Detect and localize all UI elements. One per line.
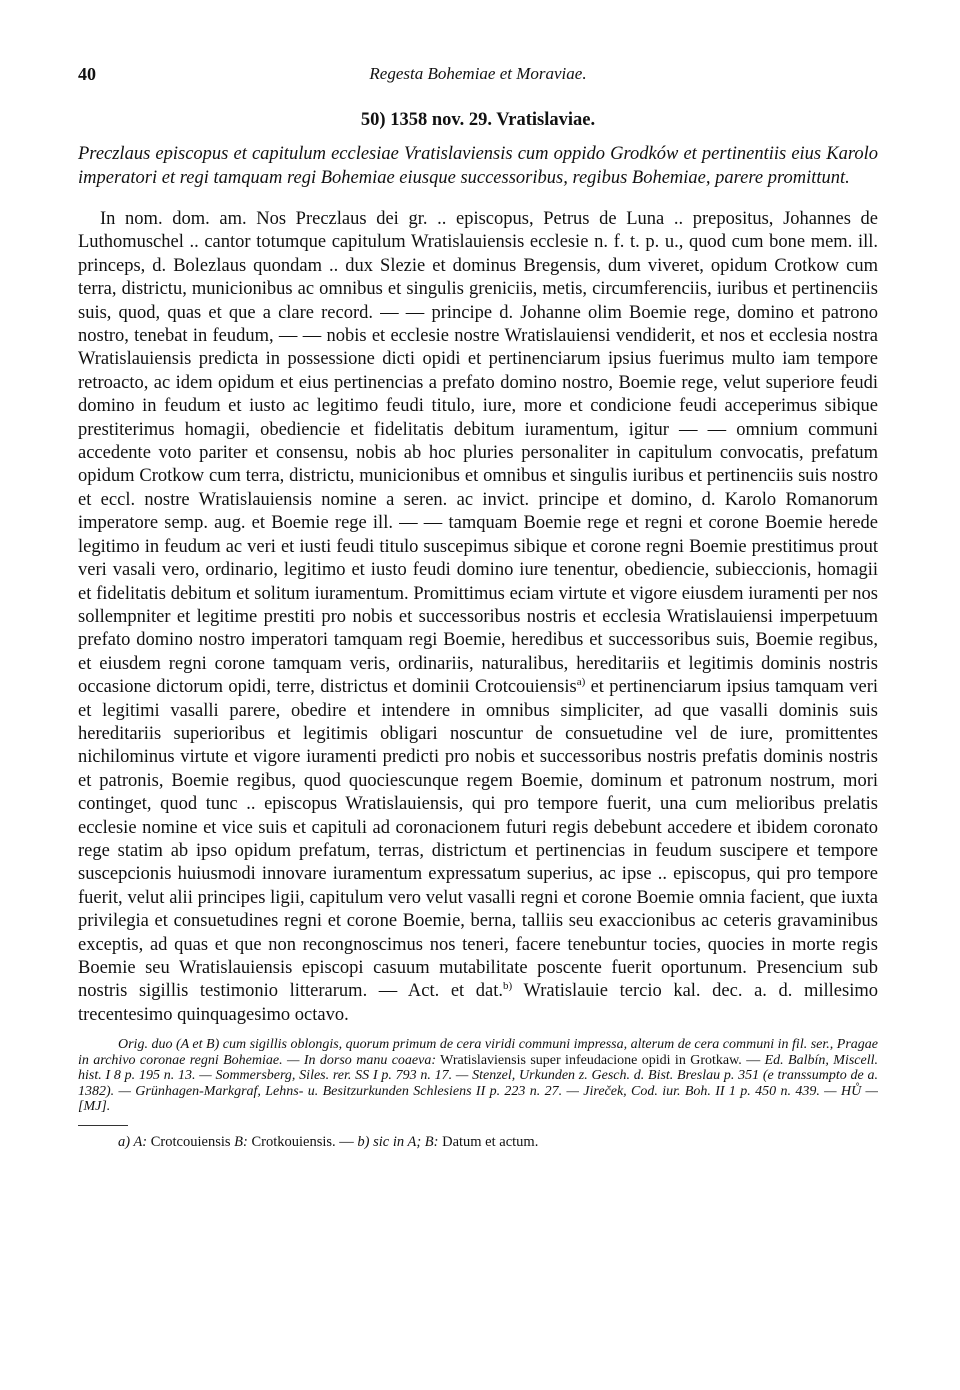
footnote-a-text2: Crotkouiensis. — (247, 1133, 358, 1150)
source-description: Orig. duo (A et B) cum sigillis oblongis, quorum primum de cera viridi communi impressa, alterum de cera communi in fil. ser., Pragae in archivo coronae regni Bohemiae. — In dorso manu coaeva: (78, 1037, 878, 1068)
footnote-a-text: Crotcouiensis (147, 1133, 235, 1150)
charter-text (78, 208, 878, 1027)
footnote-ref-a: a) (576, 675, 586, 688)
footnote-b-text: Datum et actum. (438, 1133, 539, 1150)
charter-text-part3: Wratislauie tercio kal. dec. a. d. millesimo trecentesimo quinquagesimo octavo. (78, 981, 878, 1025)
page-header (78, 60, 878, 94)
footnote-a-mark: a) A: (118, 1133, 148, 1150)
charter-text-part1: In nom. dom. am. Nos Preczlaus dei gr. .. episcopus, Petrus de Luna .. prepositus, Johannes de Luthomuschel .. cantor totumque capitulum Wratislauiensis ecclesie n. f. t. p. u., quod cum bone mem. ill. princeps, d. Bolezlaus quondam .. dux Slezie et dominus Bregensis, dum viveret, opidum Crotkow cum terra, districtu, municionibus ac omnibus et singulis greniciis, metis, circumferenciis, iuribus et pertinenciis suis, quod, quas et que a clare record. — — principe d. Johanne olim Boemie rege, domino et patrono nostro, tenebat in feudum, — — nobis et ecclesie nostre Wratislauiensi vendiderit, et nos et ecclesia nostra Wratislauiensis predicta in possessione dicti opidi et pertinenciarum ipsius fuerimus multo iam tempore retroacto, ac idem opidum et eius pertinencias a prefato domino nostro, Boemie rege, velut superiore feudi domino in feudum et iusto ac legitimo feudi titulo, iure, more et condicione feudi acceperimus sibique prestiterimus homagii, obediencie et fidelitatis debitum iuramentum, igitur — — omnium communi accedente voto pariter et consensu, nobis ab hoc pluries personaliter in capitulum convocatis, prefatum opidum Crotkow cum terra, districtu, municionibus et omnibus et singulis iuribus et pertinenciis suis nostro et eccl. nostre Wratislauiensis nomine a seren. ac invict. principe et domino, d. Karolo Romanorum imperatore semp. aug. et Boemie rege ill. — — tamquam Boemie rege et regni et corone Boemie herede legitimo in feudum ac veri et iusti feudi titulo suscepimus sibique et corone regni Boemie prestitimus prout veri vasali vero, ordinario, legitimo et iusto feudi domino iure tenentur, obediencie, subieccionis, homagii et fidelitatis debitum et solitum iuramentum. Promittimus eciam virtute et vigore eiusdem iuramenti per nos sollempniter et legitime prestiti pro nobis et successoribus nostris et ecclesia Wratislauiensi imperpetuum prefato domino nostro imperatori tamquam regi Boemie, heredibus et successoribus suis, Boemie regibus, et eiusdem regni corone tamquam veris, ordinariis, naturalibus, hereditariis et legitimis dominis nostris occasione dictorum opidi, terre, districtus et dominii Crotcouiensis (78, 209, 878, 698)
footnote-b-mark: b) sic in A; B: (357, 1133, 439, 1150)
regest-summary: Preczlaus episcopus et capitulum ecclesiae Vratislaviensis cum oppido Grodków et pertinentiis eius Karolo imperatori et regi tamquam regi Bohemiae eiusque successoribus, regibus Bohemiae, parere promittunt. (78, 144, 878, 188)
charter-text-part2: et pertinenciarum ipsius tamquam veri et legitimi vasalli parere, obedire et intendere in omnibus simpliciter, ad que vasalli dominis suis hereditariis superioribus et legitimis obligari noscuntur de consuetudine vel de iure, promittentes nichilominus virtute et vigore iuramenti predicti pro nobis et successoribus nostris prefatis dominis nostris et patronis, Boemie regibus, quod quociescunque regem Boemie, dominum et patronum nostrum, mori continget, quod tunc .. episcopus Wratislauiensis, qui pro tempore fuerit, una cum melioribus prelatis ecclesie nomine et vice suis et capituli ad coronacionem futuri regis debebunt accedere et ibidem coronato rege statim ab ipso opidum prefatum, terras, districtum et pertinencias in feudum suscipere et tempore suscepcionis huiusmodi innovare iuramentum expressatum superius, ac ipse .. episcopus, qui pro tempore fuerit, velut alii principes ligii, capitulum vero velut vasalli regni et corone Boemie omnia facient, que iuxta privilegia et consuetudines regni et corone Boemie, berna, talliis seu exaccionibus ac ceteris gravaminibus exceptis, ad quas et que non recongnoscimus nos teneri, facere tenebuntur tocies, quocies in morte regis Boemie seu Wratislauiensis episcopi casuum mutabilitate poscente fuerit oportunum. Presencium sub nostris sigillis testimonio litterarum. — Act. et dat. (78, 677, 878, 1002)
dorsal-note: Wratislaviensis super infeudacione opidi in Grotkaw. — (436, 1052, 765, 1068)
running-head: Regesta Bohemiae et Moraviae. (369, 64, 587, 83)
page-number: 40 (78, 64, 96, 84)
footnote-divider (78, 1125, 128, 1126)
document-page (78, 60, 878, 1151)
entry-heading: 50) 1358 nov. 29. Vratislaviae. (360, 110, 596, 130)
editions-list: Ed. Balbín, Miscell. hist. I 8 p. 195 n. 13. — Sommersberg, Siles. rer. SS I p. 793 n. 17. — Stenzel, Urkunden z. Gesch. d. Bist. Breslau p. 351 (e transsumpto de a. 1382). — Grünhagen-Markgraf, Lehns- u. Besitzurkunden Schlesiens II p. 223 n. 27. — Jireček, Cod. iur. Boh. II 1 p. 450 n. 439. — HŮ — [MJ]. (78, 1052, 878, 1115)
footnote-a-b: B: (234, 1133, 248, 1150)
source-apparatus (78, 1037, 878, 1115)
footnote-ref-b: b) (503, 980, 513, 993)
footnotes (118, 1134, 878, 1151)
